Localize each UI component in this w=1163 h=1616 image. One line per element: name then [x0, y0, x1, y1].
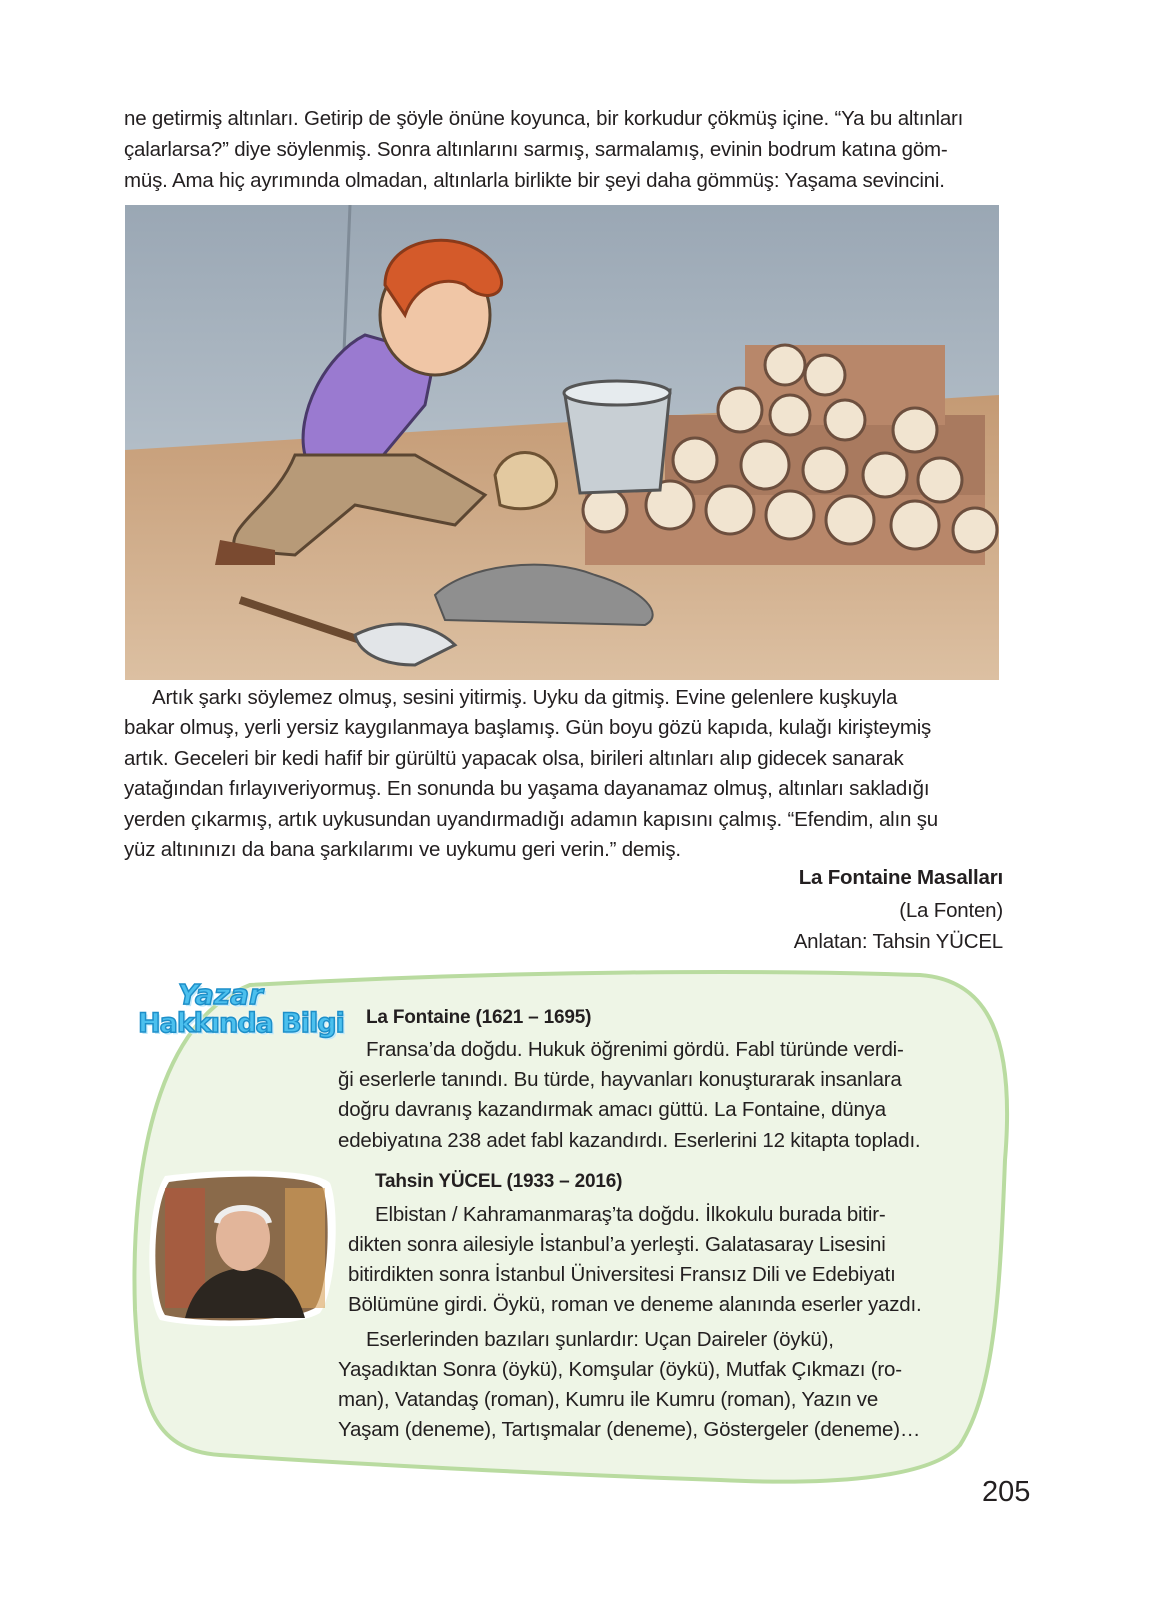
text-line: artık. Geceleri bir kedi hafif bir gürültü yapacak olsa, birileri altınları alıp gidecek sanarak — [124, 747, 904, 770]
text-line: man), Vatandaş (roman), Kumru ile Kumru (roman), Yazın ve — [338, 1388, 879, 1411]
text-line: ne getirmiş altınları. Getirip de şöyle önüne koyunca, bir korkudur çökmüş içine. “Ya bu altınları — [124, 107, 964, 130]
source-pronunciation: (La Fonten) — [899, 899, 1003, 922]
text-line: Bölümüne girdi. Öykü, roman ve deneme alanında eserler yazdı. — [348, 1293, 922, 1316]
text-line: çalarlarsa?” diye söylenmiş. Sonra altınlarını sarmış, sarmalamış, evinin bodrum katına göm- — [124, 138, 948, 161]
text-line: bitirdikten sonra İstanbul Üniversitesi Fransız Dili ve Edebiyatı — [348, 1263, 896, 1286]
text-line: edebiyatına 238 adet fabl kazandırdı. Eserlerini 12 kitapta topladı. — [338, 1129, 921, 1152]
author-heading: Tahsin YÜCEL (1933 – 2016) — [375, 1171, 623, 1192]
text-line: dikten sonra ailesiyle İstanbul’a yerleşti. Galatasaray Lisesini — [348, 1233, 886, 1256]
logo-line-2: Hakkında Bilgi — [138, 1008, 344, 1039]
text-line: Yaşadıktan Sonra (öykü), Komşular (öykü), Mutfak Çıkmazı (ro- — [338, 1358, 902, 1381]
author-photo — [145, 1168, 337, 1330]
text-line: yüz altınınızı da bana şarkılarımı ve uykumu geri verin.” demiş. — [124, 838, 681, 861]
text-line: Fransa’da doğdu. Hukuk öğrenimi gördü. Fabl türünde verdi- — [366, 1038, 904, 1061]
text-line: Elbistan / Kahramanmaraş’ta doğdu. İlkokulu burada bitir- — [375, 1203, 886, 1226]
text-line: doğru davranış kazandırmak amacı güttü. La Fontaine, dünya — [338, 1098, 886, 1121]
text-line: ği eserlerle tanındı. Bu türde, hayvanları konuşturarak insanlara — [338, 1068, 902, 1091]
bucket-icon — [564, 381, 670, 493]
text-line: Artık şarkı söylemez olmuş, sesini yitirmiş. Uyku da gitmiş. Evine gelenlere kuşkuyla — [152, 686, 898, 709]
text-line: yatağından fırlayıveriyormuş. En sonunda bu yaşama dayanamaz olmuş, altınları sakladığı — [124, 777, 930, 800]
story-illustration — [125, 205, 999, 680]
page-number: 205 — [982, 1476, 1031, 1508]
source-narrator: Anlatan: Tahsin YÜCEL — [793, 930, 1003, 953]
text-line: bakar olmuş, yerli yersiz kaygılanmaya başlamış. Gün boyu gözü kapıda, kulağı kirişteymiş — [124, 716, 932, 739]
source-title: La Fontaine Masalları — [798, 866, 1003, 889]
text-line: müş. Ama hiç ayrımında olmadan, altınlarla birlikte bir şeyi daha gömmüş: Yaşama sevincini. — [124, 169, 945, 192]
logo-line-1: Yazar — [178, 978, 263, 1011]
text-line: yerden çıkarmış, artık uykusundan uyandırmadığı adamın kapısını çalmış. “Efendim, alın şu — [124, 808, 938, 831]
author-heading: La Fontaine (1621 – 1695) — [366, 1007, 592, 1028]
text-line: Eserlerinden bazıları şunlardır: Uçan Daireler (öykü), — [366, 1328, 834, 1351]
text-line: Yaşam (deneme), Tartışmalar (deneme), Göstergeler (deneme)… — [338, 1418, 921, 1441]
